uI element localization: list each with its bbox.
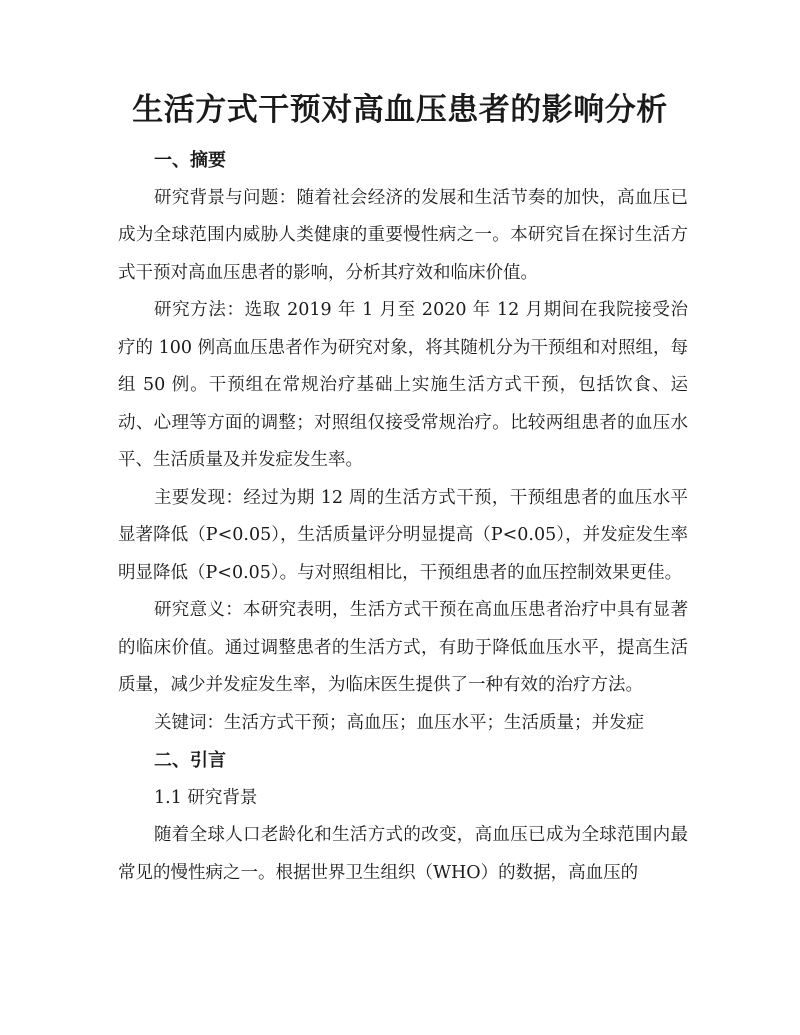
- abstract-methods-paragraph: 研究方法：选取 2019 年 1 月至 2020 年 12 月期间在我院接受治疗的 100 例高血压患者作为研究对象，将其随机分为干预组和对照组，每组 50 例。干预组在常规治疗基础上实施生活方式干预，包括饮食、运动、心理等方面的调整；对照组仅接受常规治疗。比较两组患者的血压水平、生活质量及并发症发生率。: [118, 300, 688, 470]
- introduction-paragraph: 随着全球人口老龄化和生活方式的改变，高血压已成为全球范围内最常见的慢性病之一。根据世界卫生组织（WHO）的数据，高血压的: [118, 825, 688, 883]
- document-body: [118, 142, 688, 892]
- abstract-heading: 一、摘要: [154, 150, 226, 171]
- abstract-significance-paragraph: 研究意义：本研究表明，生活方式干预在高血压患者治疗中具有显著的临床价值。通过调整患者的生活方式，有助于降低血压水平，提高生活质量，减少并发症发生率，为临床医生提供了一种有效的治疗方法。: [118, 600, 688, 695]
- abstract-background-paragraph: 研究背景与问题：随着社会经济的发展和生活节奏的加快，高血压已成为全球范围内威胁人类健康的重要慢性病之一。本研究旨在探讨生活方式干预对高血压患者的影响，分析其疗效和临床价值。: [118, 187, 688, 283]
- introduction-heading: 二、引言: [154, 750, 226, 771]
- document-title: 生活方式干预对高血压患者的影响分析: [132, 92, 668, 128]
- keywords-line: 关键词：生活方式干预；高血压；血压水平；生活质量；并发症: [154, 712, 644, 733]
- introduction-subheading: 1.1 研究背景: [154, 787, 258, 808]
- abstract-findings-paragraph: 主要发现：经过为期 12 周的生活方式干预，干预组患者的血压水平显著降低（P<0.05），生活质量评分明显提高（P<0.05），并发症发生率明显降低（P<0.05）。与对照组相比，干预组患者的血压控制效果更佳。: [118, 487, 688, 583]
